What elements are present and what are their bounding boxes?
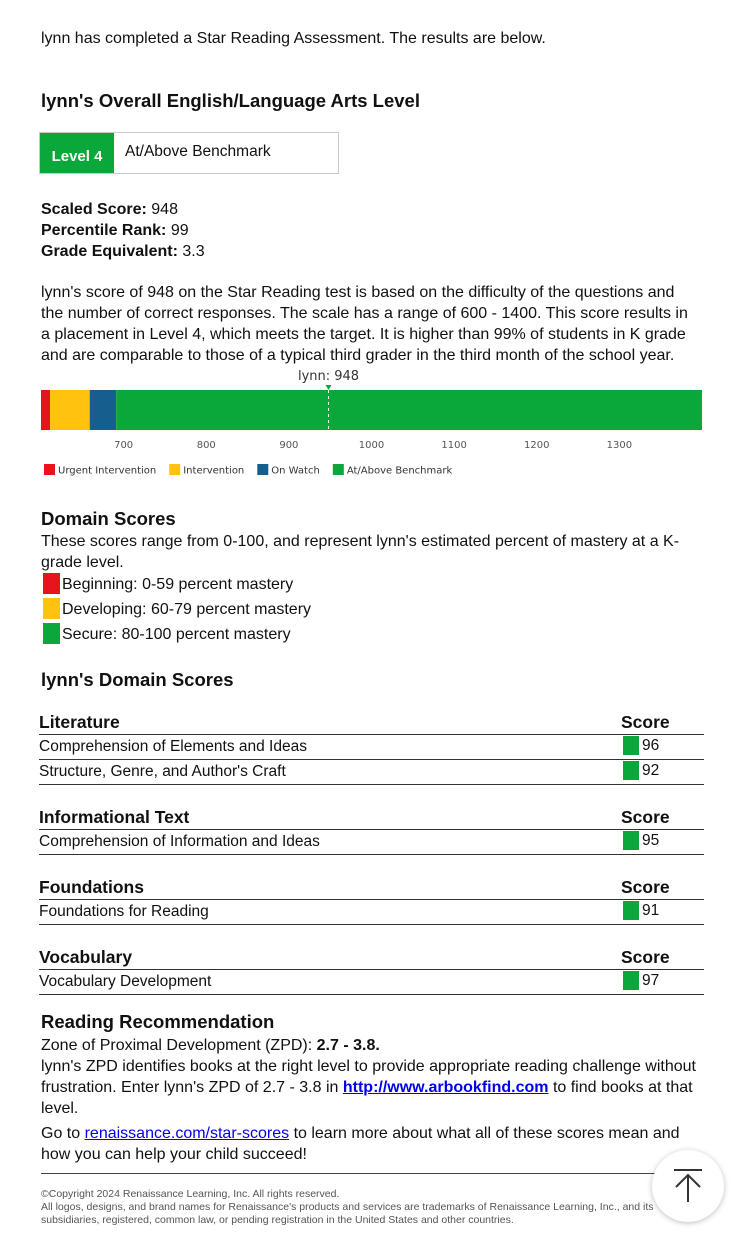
legend-label-2: On Watch xyxy=(271,465,320,477)
tick-label-6: 1300 xyxy=(606,440,633,451)
zpd-explanation: lynn's ZPD identifies books at the right level to provide appropriate reading challenge without frustration. Enter lynn's ZPD of 2.7 - 3.8 in http://www.arbookfind.com to find books at that level. xyxy=(41,1058,696,1117)
level-desc: At/Above Benchmark xyxy=(125,143,271,160)
tick-label-1: 800 xyxy=(196,440,216,451)
domain-scores-heading: lynn's Domain Scores xyxy=(41,669,234,690)
domain-score xyxy=(623,761,659,780)
legend-swatch-1 xyxy=(169,464,180,475)
mastery-indicator xyxy=(623,901,639,920)
zpd-line: Zone of Proximal Development (ZPD): 2.7 - 3.8. xyxy=(41,1037,380,1054)
level-tag: Level 4 xyxy=(40,133,114,173)
scale-band-1 xyxy=(50,390,90,430)
legend-swatch-2 xyxy=(257,464,268,475)
mastery-indicator xyxy=(623,736,639,755)
arrow-up-icon xyxy=(671,1168,705,1204)
mastery-label: Developing: 60-79 percent mastery xyxy=(62,601,312,618)
legend-label-0: Urgent Intervention xyxy=(58,465,157,477)
domain-table xyxy=(39,945,704,995)
score-value: 95 xyxy=(642,831,660,849)
score-column-header: Score xyxy=(621,712,670,732)
score-column-header: Score xyxy=(621,807,670,827)
score-value: 92 xyxy=(642,761,660,779)
intro-text: lynn has completed a Star Reading Assessment. The results are below. xyxy=(41,30,546,47)
legend-swatch-3 xyxy=(333,464,344,475)
legend-label-3: At/Above Benchmark xyxy=(346,465,453,477)
goto-line: Go to renaissance.com/star-scores to learn more about what all of these scores mean and how you can help your child succeed! xyxy=(41,1125,680,1163)
table-row xyxy=(39,970,704,995)
domain-score xyxy=(623,971,659,990)
table-row xyxy=(39,900,704,925)
arbookfind-link[interactable]: http://www.arbookfind.com xyxy=(342,1079,549,1096)
domain-heading: Domain Scores xyxy=(41,508,176,529)
domain-table-title: Informational Text xyxy=(39,807,190,827)
score-value: 91 xyxy=(642,901,660,919)
domain-table xyxy=(39,875,704,925)
score-summary xyxy=(41,199,205,262)
score-value: 97 xyxy=(642,971,660,989)
domain-score xyxy=(623,736,659,755)
domain-name: Structure, Genre, and Author's Craft xyxy=(39,763,286,780)
percentile-rank: Percentile Rank: 99 xyxy=(41,222,189,239)
domain-table xyxy=(39,805,704,855)
recommendation-heading: Reading Recommendation xyxy=(41,1011,275,1032)
mastery-swatch xyxy=(43,573,60,594)
domain-score xyxy=(623,831,659,850)
star-scores-link[interactable]: renaissance.com/star-scores xyxy=(84,1125,290,1142)
legend-label-1: Intervention xyxy=(183,465,245,477)
level-badge xyxy=(39,132,339,174)
tick-label-5: 1200 xyxy=(524,440,550,451)
scale-band-0 xyxy=(41,390,50,430)
mastery-legend-item xyxy=(43,623,311,648)
domain-table-title: Foundations xyxy=(39,877,144,897)
domain-score xyxy=(623,901,659,920)
scroll-to-top-button[interactable] xyxy=(652,1150,724,1222)
domain-table-header xyxy=(39,875,704,900)
domain-score-tables xyxy=(39,710,704,1015)
domain-name: Comprehension of Elements and Ideas xyxy=(39,738,307,755)
mastery-indicator xyxy=(623,831,639,850)
table-row xyxy=(39,735,704,760)
table-row xyxy=(39,830,704,855)
mastery-legend-item xyxy=(43,598,311,623)
score-marker-arrow xyxy=(326,385,332,390)
table-row xyxy=(39,760,704,785)
tick-label-4: 1100 xyxy=(441,440,467,451)
tick-label-3: 1000 xyxy=(358,440,385,451)
mastery-swatch xyxy=(43,598,60,619)
overall-heading: lynn's Overall English/Language Arts Level xyxy=(41,90,420,111)
domain-table-header xyxy=(39,945,704,970)
score-column-header: Score xyxy=(621,877,670,897)
domain-name: Comprehension of Information and Ideas xyxy=(39,833,320,850)
tick-label-2: 900 xyxy=(279,440,299,451)
score-value: 96 xyxy=(642,736,660,754)
scale-band-3 xyxy=(116,390,702,430)
tick-label-0: 700 xyxy=(114,440,134,451)
domain-table-title: Vocabulary xyxy=(39,947,133,967)
mastery-legend xyxy=(43,573,311,648)
mastery-indicator xyxy=(623,761,639,780)
recommendation-text xyxy=(41,1035,709,1165)
score-column-header: Score xyxy=(621,947,670,967)
domain-name: Foundations for Reading xyxy=(39,903,209,920)
domain-table-header xyxy=(39,805,704,830)
copyright-text: ©Copyright 2024 Renaissance Learning, Inc. All rights reserved. xyxy=(41,1188,340,1200)
mastery-label: Secure: 80-100 percent mastery xyxy=(62,626,291,643)
domain-table xyxy=(39,710,704,785)
mastery-legend-item xyxy=(43,573,311,598)
score-marker-label: lynn: 948 xyxy=(297,369,360,384)
score-description: lynn's score of 948 on the Star Reading test is based on the difficulty of the questions and the number of correct responses. The scale has a range of 600 - 1400. This score results in a placement in Level 4, which meets the target. It is higher than 99% of students in K grade and are comparable to those of a typical third grader in the third month of the school year. xyxy=(41,284,688,364)
footer xyxy=(41,1188,703,1227)
domain-table-header xyxy=(39,710,704,735)
legend-swatch-0 xyxy=(44,464,55,475)
footer-divider xyxy=(41,1173,704,1174)
mastery-label: Beginning: 0-59 percent mastery xyxy=(62,576,294,593)
benchmark-scale-chart xyxy=(0,360,743,485)
scale-band-2 xyxy=(90,390,116,430)
mastery-swatch xyxy=(43,623,60,644)
mastery-indicator xyxy=(623,971,639,990)
trademark-text: All logos, designs, and brand names for Renaissance's products and services are trademarks of Renaissance Learning, Inc., and its subsidiaries, registered, common law, or pending registration in the United States and other countries. xyxy=(41,1201,654,1226)
domain-table-title: Literature xyxy=(39,712,120,732)
grade-equivalent: Grade Equivalent: 3.3 xyxy=(41,243,205,260)
scaled-score: Scaled Score: 948 xyxy=(41,201,178,218)
domain-description: These scores range from 0-100, and represent lynn's estimated percent of mastery at a K-grade level. xyxy=(41,533,680,571)
domain-name: Vocabulary Development xyxy=(39,973,212,990)
